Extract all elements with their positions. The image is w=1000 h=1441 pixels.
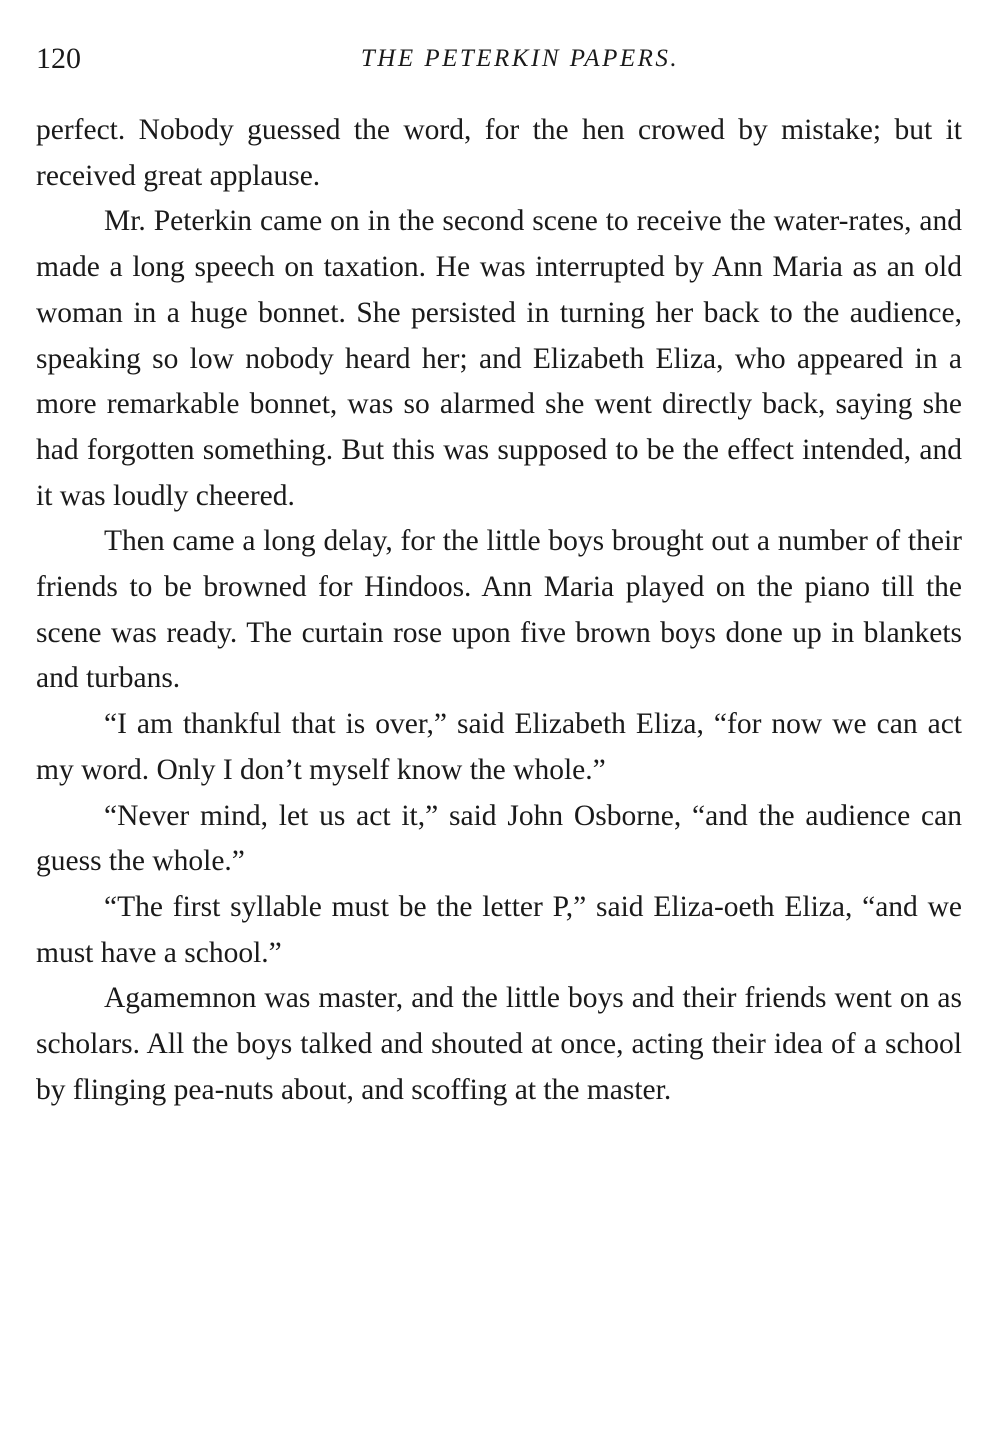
paragraph: “I am thankful that is over,” said Elizabeth Eliza, “for now we can act my word. Only I don’t myself know the whole.” xyxy=(36,708,962,786)
page-number: 120 xyxy=(36,42,81,75)
running-title: THE PETERKIN PAPERS. xyxy=(360,45,680,72)
paragraph: “Never mind, let us act it,” said John Osborne, “and the audience can guess the whole.” xyxy=(36,799,962,878)
body-text xyxy=(36,108,962,1113)
paragraph: “The first syllable must be the letter P,” said Eliza-oeth Eliza, “and we must have a school.” xyxy=(36,890,962,969)
paragraph: Agamemnon was master, and the little boys and their friends went on as scholars. All the boys talked and shouted at once, acting their idea of a school by flinging pea-nuts about, and scoffing at the master. xyxy=(36,982,962,1106)
paragraph-continuation: perfect. Nobody guessed the word, for the hen crowed by mistake; but it received great applause. xyxy=(36,114,962,192)
page-header xyxy=(36,34,964,84)
paragraph: Mr. Peterkin came on in the second scene to receive the water-rates, and made a long speech on taxation. He was interrupted by Ann Maria as an old woman in a huge bonnet. She persisted in turning her back to the audience, speaking so low nobody heard her; and Elizabeth Eliza, who appeared in a more remarkable bonnet, was so alarmed she went directly back, saying she had forgotten something. But this was supposed to be the effect intended, and it was loudly cheered. xyxy=(36,205,962,512)
paragraph: Then came a long delay, for the little boys brought out a number of their friends to be browned for Hindoos. Ann Maria played on the piano till the scene was ready. The curtain rose upon five brown boys done up in blankets and turbans. xyxy=(36,525,962,695)
